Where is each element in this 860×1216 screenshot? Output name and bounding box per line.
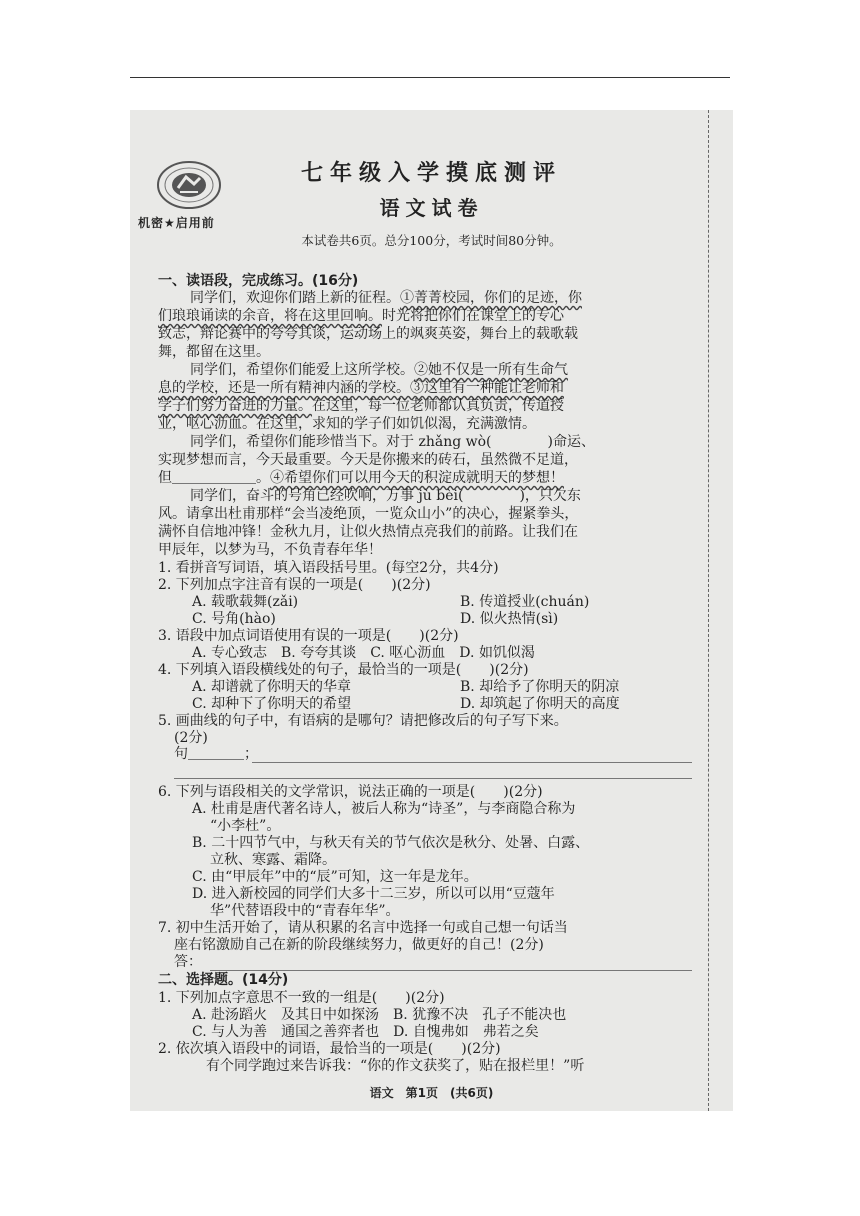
question-4: 4. 下列填入语段横线处的句子，最恰当的一项是( )(2分) bbox=[158, 662, 529, 678]
answer-line bbox=[252, 762, 692, 763]
exam-title: 七年级入学摸底测评 bbox=[300, 160, 562, 186]
question-1: 1. 看拼音写词语，填入语段括号里。(每空2分，共4分) bbox=[158, 560, 499, 576]
option-a: A. 载歌载舞(zǎi) bbox=[192, 594, 299, 610]
section1-heading: 一、读语段，完成练习。(16分) bbox=[158, 273, 359, 289]
passage-line: 风。请拿出杜甫那样“会当凌绝顶，一览众山小”的决心，握紧拳头， bbox=[158, 506, 579, 522]
option-a: A. 却谱就了你明天的华章 bbox=[192, 679, 352, 695]
option-b-cont: 立秋、寒露、霜降。 bbox=[210, 852, 336, 868]
passage-line: 舞，都留在这里。 bbox=[158, 344, 270, 360]
option-c: C. 却种下了你明天的希望 bbox=[192, 696, 352, 712]
passage-line: 但＿＿＿＿＿＿。④希望你们可以用今天的积淀成就明天的梦想！ bbox=[158, 470, 564, 486]
exam-paper bbox=[130, 110, 733, 1111]
question-6: 6. 下列与语段相关的文学常识，说法正确的一项是( )(2分) bbox=[158, 784, 543, 800]
answer-line bbox=[210, 970, 692, 971]
question-2: 2. 下列加点字注音有误的一项是( )(2分) bbox=[158, 577, 431, 593]
passage-line: 甲辰年，以梦为马，不负青春年华！ bbox=[158, 542, 382, 558]
question-5: 5. 画曲线的句子中，有语病的是哪句？请把修改后的句子写下来。 bbox=[158, 713, 568, 729]
exam-subtitle: 语文试卷 bbox=[379, 196, 484, 220]
option-a-cont: “小李杜”。 bbox=[210, 818, 281, 834]
exam-info: 本试卷共6页。总分100分，考试时间80分钟。 bbox=[301, 233, 562, 248]
page-footer: 语文 第1页 (共6页) bbox=[369, 1086, 494, 1100]
question-3: 3. 语段中加点词语使用有误的一项是( )(2分) bbox=[158, 628, 459, 644]
option-b: B. 二十四节气中，与秋天有关的节气依次是秋分、处暑、白露、 bbox=[192, 835, 590, 851]
question-3-options: A. 专心致志 B. 夸夸其谈 C. 呕心沥血 D. 如饥似渴 bbox=[192, 645, 535, 661]
top-rule bbox=[130, 77, 730, 78]
passage-line: 同学们，欢迎你们踏上新的征程。①菁菁校园，你们的足迹，你 bbox=[190, 290, 582, 306]
option-d-cont: 华”代替语段中的“青春年华”。 bbox=[210, 903, 400, 919]
option-d: D. 进入新校园的同学们大多十二三岁，所以可以用“豆蔻年 bbox=[192, 886, 555, 902]
option-c: C. 号角(hào) bbox=[192, 611, 276, 627]
section2-heading: 二、选择题。(14分) bbox=[158, 972, 289, 988]
passage-line: 致志，辩论赛中的夸夸其谈，运动场上的飒爽英姿，舞台上的载歌载 bbox=[158, 326, 578, 342]
option-d: D. 却筑起了你明天的高度 bbox=[460, 696, 620, 712]
passage-line: 同学们，希望你们能爱上这所学校。②她不仅是一所有生命气 bbox=[190, 362, 568, 378]
section2-question-2: 2. 依次填入语段中的词语，最恰当的一项是( )(2分) bbox=[158, 1041, 501, 1057]
option-c: C. 由“甲辰年”中的“辰”可知，这一年是龙年。 bbox=[192, 869, 478, 885]
section2-q1-options-cd: C. 与人为善 通国之善弈者也 D. 自愧弗如 弗若之矣 bbox=[192, 1024, 539, 1040]
passage-line: 同学们，奋斗的号角已经吹响，万事 jù bèi( )，只欠东 bbox=[190, 488, 581, 504]
passage-line: 满怀自信地冲锋！金秋九月，让似火热情点亮我们的前路。让我们在 bbox=[158, 524, 578, 540]
option-b: B. 传道授业(chuán) bbox=[460, 594, 590, 610]
question-7-answer: 答： bbox=[174, 954, 202, 970]
passage-line: 学子们努力奋进的力量。在这里，每一位老师都认真负责，传道授 bbox=[158, 398, 564, 414]
answer-line bbox=[174, 778, 692, 779]
question-5-score: (2分) bbox=[174, 730, 208, 746]
confidential-label: 机密★启用前 bbox=[138, 216, 215, 230]
section2-question-1: 1. 下列加点字意思不一致的一组是( )(2分) bbox=[158, 990, 445, 1006]
option-a: A. 杜甫是唐代著名诗人，被后人称为“诗圣”，与李商隐合称为 bbox=[192, 801, 576, 817]
question-5-answer: 句＿＿＿＿； bbox=[174, 746, 258, 762]
question-7-cont: 座右铭激励自己在新的阶段继续努力，做更好的自己！(2分) bbox=[174, 937, 544, 953]
passage-line: 同学们，希望你们能珍惜当下。对于 zhǎng wò( )命运、 bbox=[190, 434, 595, 450]
binding-line bbox=[708, 110, 709, 1111]
passage-line: 们琅琅诵读的余音，将在这里回响。时光将把你们在课堂上的专心 bbox=[158, 308, 564, 324]
passage-line: 实现梦想而言，今天最重要。今天是你搬来的砖石，虽然微不足道， bbox=[158, 452, 578, 468]
section2-q1-options-ab: A. 赴汤蹈火 及其日中如探汤 B. 犹豫不决 孔子不能决也 bbox=[192, 1007, 567, 1023]
option-b: B. 却给予了你明天的阴凉 bbox=[460, 679, 620, 695]
section2-q2-passage: 有个同学跑过来告诉我：“你的作文获奖了，贴在报栏里！”听 bbox=[206, 1058, 585, 1074]
question-7: 7. 初中生活开始了，请从积累的名言中选择一句或自己想一句话当 bbox=[158, 920, 568, 936]
passage-line: 息的学校，还是一所有精神内涵的学校。③这里有一种能让老师和 bbox=[158, 380, 564, 396]
passage-line: 业，呕心沥血。在这里，求知的学子们如饥似渴，充满激情。 bbox=[158, 416, 536, 432]
option-d: D. 似火热情(sì) bbox=[460, 611, 559, 627]
